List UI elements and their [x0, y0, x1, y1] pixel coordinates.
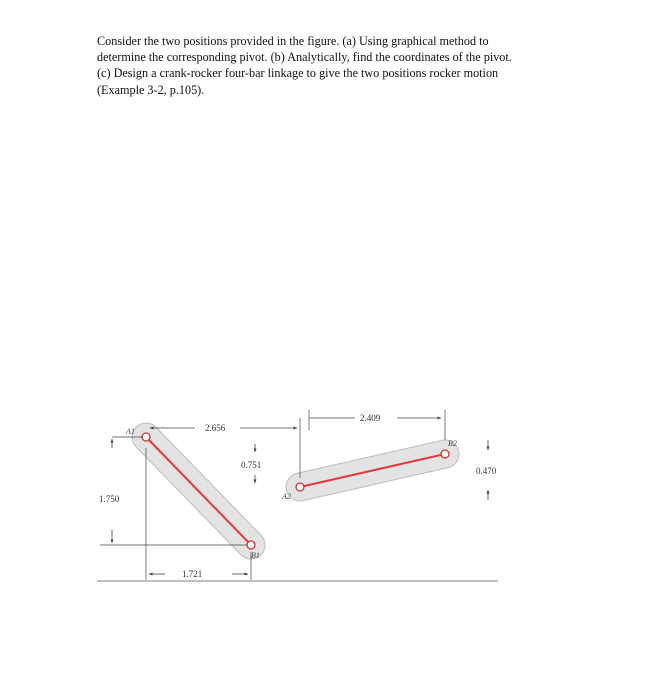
link-position-1	[146, 437, 251, 545]
dim-label-0751: 0.751	[241, 460, 262, 470]
dimension-0751	[241, 444, 261, 483]
dim-label-0470: 0.470	[476, 466, 497, 476]
problem-line-3: (c) Design a crank-rocker four-bar linkage to give the two positions rocker motion	[97, 66, 499, 81]
dim-label-2409: 2.409	[360, 413, 381, 423]
label-b1: B1	[251, 551, 260, 560]
problem-line-4: (Example 3-2, p.105).	[97, 82, 205, 97]
label-b2: B2	[448, 439, 457, 448]
dim-label-1750: 1.750	[99, 494, 120, 504]
dimension-2409	[309, 410, 445, 440]
label-a1: A1	[126, 427, 135, 436]
point-a1-marker	[142, 433, 150, 441]
problem-line-1: Consider the two positions provided in the figure. (a) Using graphical method to	[97, 34, 489, 48]
link-1-centerline	[146, 437, 251, 545]
point-a2-marker	[296, 483, 304, 491]
point-b2-marker	[441, 450, 449, 458]
point-b1-marker	[247, 541, 255, 549]
label-a2: A2	[282, 492, 291, 501]
problem-line-2: determine the corresponding pivot. (b) Analytically, find the coordinates of the pivot.	[97, 50, 512, 65]
dim-label-2656: 2.656	[205, 423, 226, 433]
dim-label-1721: 1.721	[182, 569, 203, 579]
dimension-0470	[476, 440, 497, 500]
link-position-2	[300, 454, 445, 487]
